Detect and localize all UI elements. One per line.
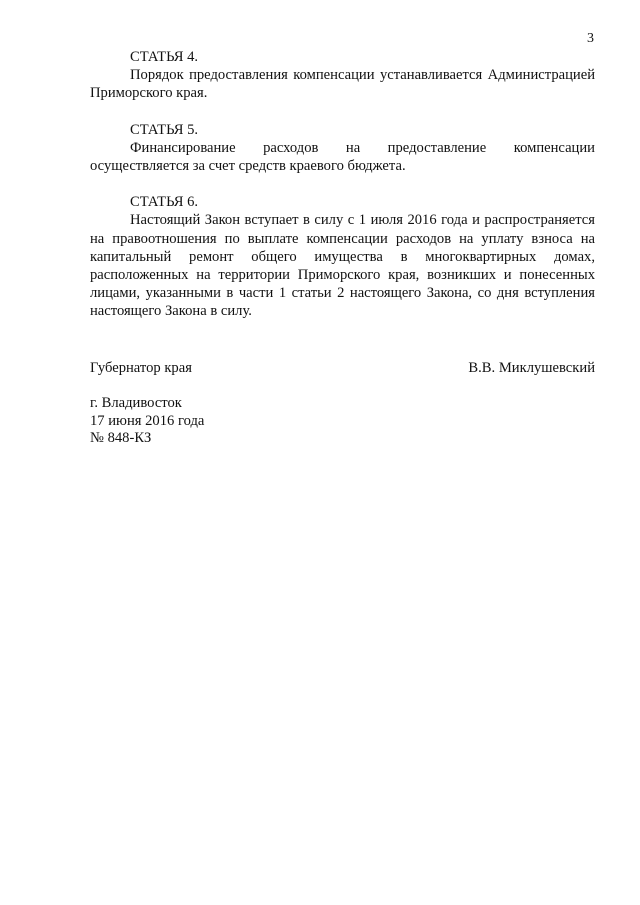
signatory-title: Губернатор края — [90, 360, 192, 376]
document-body — [90, 48, 595, 339]
article-4 — [90, 48, 595, 103]
article-text: Порядок предоставления компенсации устанавливается Администрацией Приморского края. — [90, 67, 595, 102]
place-date-block — [90, 395, 204, 448]
article-text: Настоящий Закон вступает в силу с 1 июля 2016 года и распространяется на правоотношения по выплате компенсации расходов на уплату взноса на капитальный ремонт общего имущества в многоквартирных домах, расположенных на территории Приморского края, возникших и понесенных лицами, указанными в части 1 статьи 2 настоящего Закона, со дня вступления настоящего Закона в силу. — [90, 212, 595, 320]
article-5 — [90, 121, 595, 176]
page-number: 3 — [587, 31, 594, 46]
law-number: № 848-КЗ — [90, 430, 152, 446]
article-heading: СТАТЬЯ 4. — [130, 49, 199, 65]
article-heading: СТАТЬЯ 5. — [130, 121, 199, 138]
article-text: Финансирование расходов на предоставление компенсации осуществляется за счет средств краевого бюджета. — [90, 139, 595, 175]
signature-block — [90, 359, 595, 377]
law-date: 17 июня 2016 года — [90, 412, 205, 429]
article-heading: СТАТЬЯ 6. — [130, 194, 199, 211]
article-6 — [90, 193, 595, 320]
city: г. Владивосток — [90, 395, 182, 411]
signatory-name: В.В. Миклушевский — [468, 360, 595, 376]
